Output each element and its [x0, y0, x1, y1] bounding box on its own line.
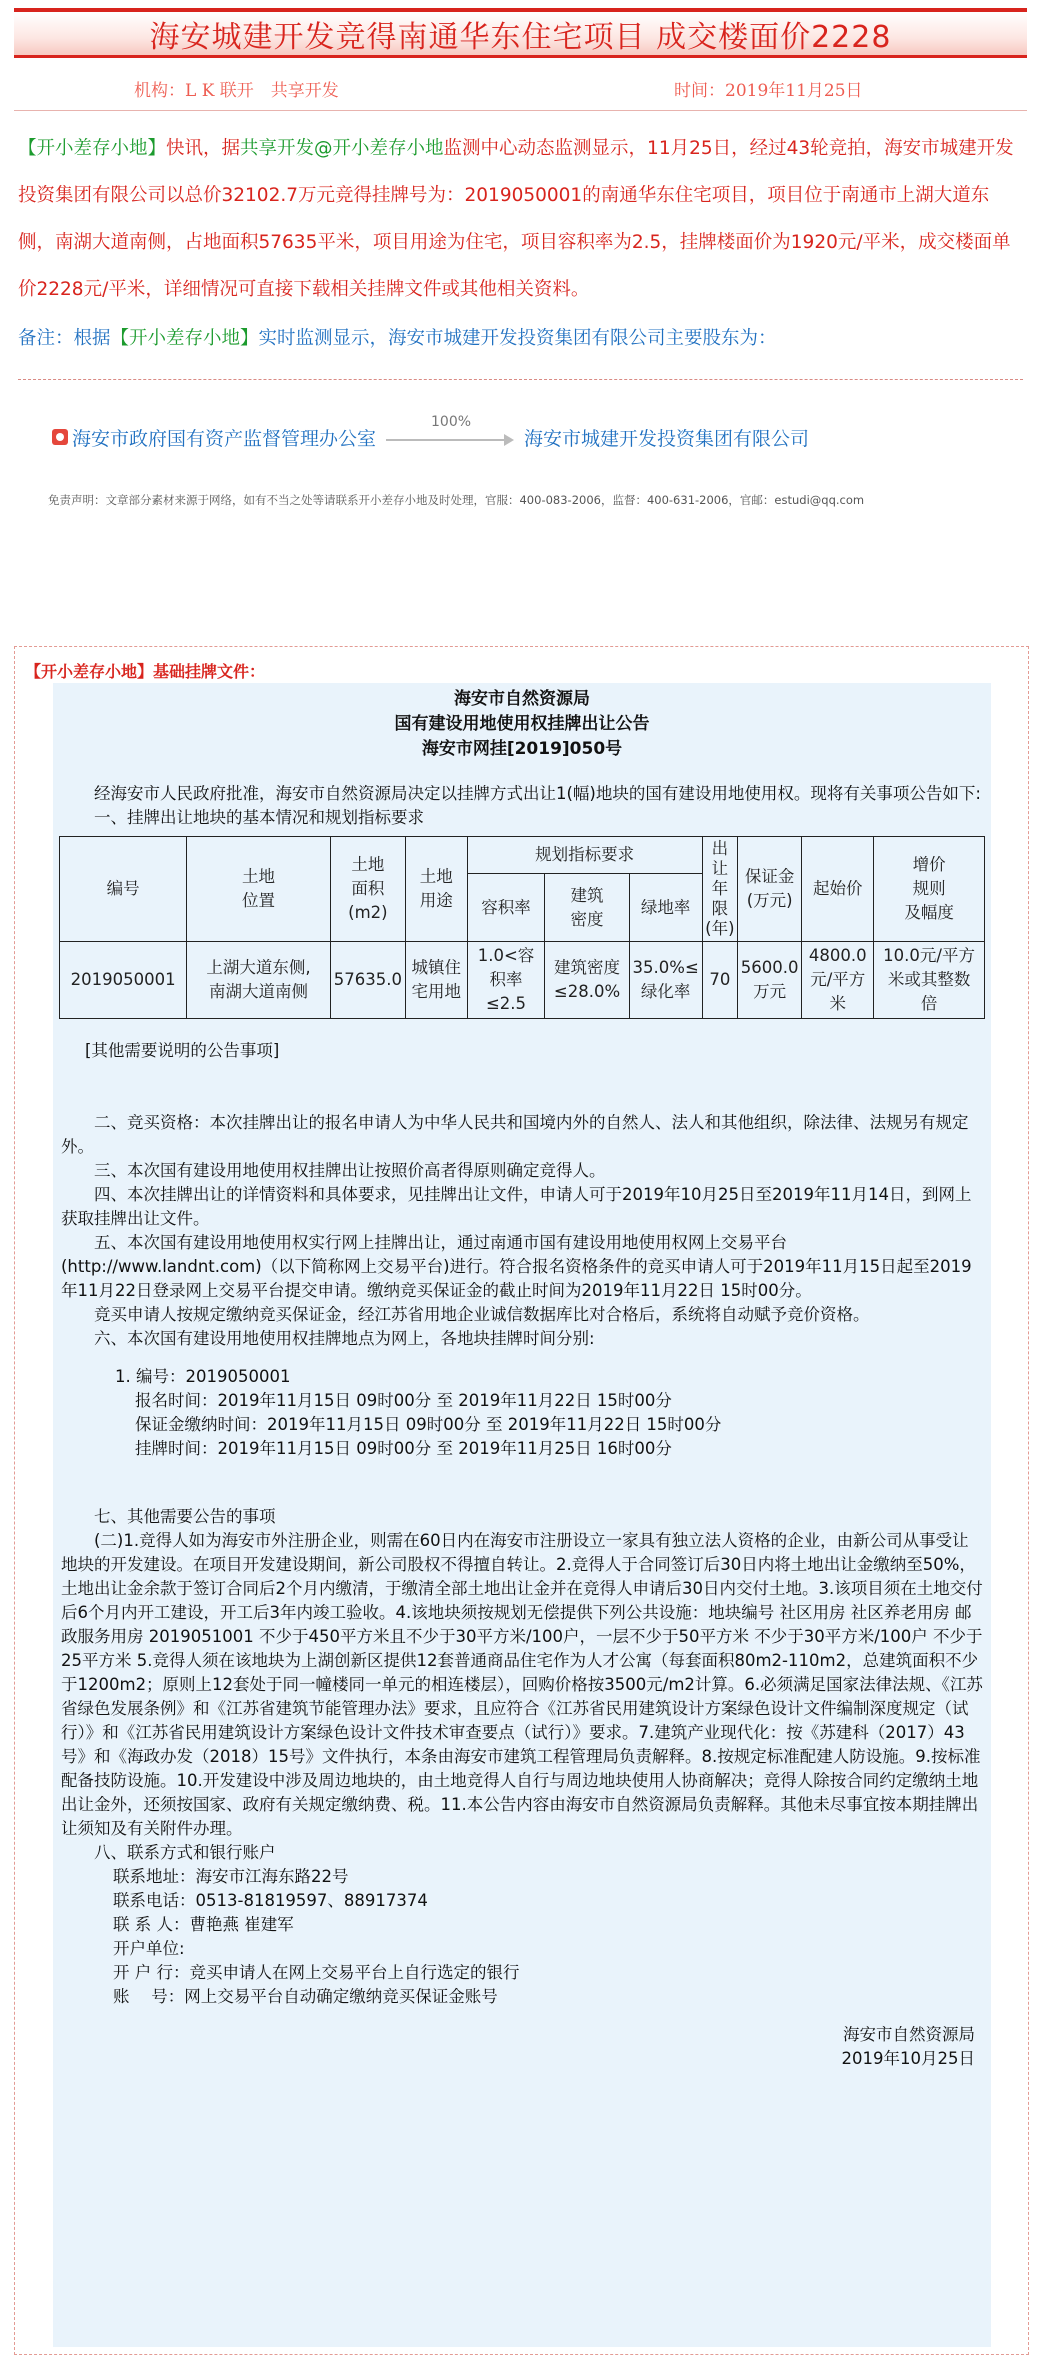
shareholder-name[interactable]: 海安市政府国有资产监督管理办公室 — [72, 427, 377, 450]
item-time: 挂牌时间：2019年11月15日 09时00分 至 2019年11月25日 16时00分 — [135, 1439, 672, 1458]
table-header: 保证金 (万元) — [737, 837, 801, 942]
table-header: 编号 — [60, 837, 187, 942]
section-2: 二、竞买资格：本次挂牌出让的报名申请人为中华人民共和国境内外的自然人、法人和其他组织，除法律、法规另有规定外。 — [61, 1113, 969, 1156]
shareholder-diagram — [52, 414, 1041, 452]
table-cell: 1.0<容 积率 ≤2.5 — [467, 942, 545, 1019]
item-number: 1. 编号：2019050001 — [115, 1367, 291, 1386]
notice-number: 海安市网挂[2019]050号 — [421, 739, 623, 759]
document-title — [53, 687, 991, 762]
table-cell: 4800.0 元/平方 米 — [802, 942, 874, 1019]
account-bank: 开 户 行：竞买申请人在网上交易平台上自行选定的银行 — [113, 1963, 520, 1982]
table-header: 规划指标要求 — [467, 837, 702, 874]
source-link[interactable]: 共享开发@开小差存小地 — [240, 138, 444, 159]
title-banner — [14, 8, 1027, 58]
signature-issuer: 海安市自然资源局 — [843, 2025, 975, 2044]
note-paragraph — [18, 317, 1023, 361]
item-time: 报名时间：2019年11月15日 09时00分 至 2019年11月22日 15时00分 — [135, 1391, 672, 1410]
document-body-2 — [53, 1039, 991, 2071]
table-cell: 70 — [702, 942, 737, 1019]
table-cell: 建筑密度 ≤28.0% — [545, 942, 629, 1019]
table-cell: 57635.0 — [330, 942, 405, 1019]
note-text-2: 实时监测显示，海安市城建开发投资集团有限公司主要股东为： — [258, 328, 777, 349]
table-cell: 35.0%≤ 绿化率 — [629, 942, 702, 1019]
table-header: 土地 面积 (m2) — [330, 837, 405, 942]
divider — [18, 379, 1023, 380]
table-header: 建筑 密度 — [545, 874, 629, 942]
ownership-arrow — [386, 414, 516, 452]
section-5b: 竞买申请人按规定缴纳竞买保证金，经江苏省用地企业诚信数据库比对合格后，系统将自动赋予竞价资格。 — [94, 1305, 870, 1324]
contact-phone: 联系电话：0513-81819597、88917374 — [113, 1891, 428, 1910]
contact-person: 联 系 人：曹艳燕 崔建军 — [113, 1915, 294, 1934]
org-icon — [52, 429, 68, 445]
parcel-table — [59, 836, 985, 1019]
account-number: 账 号：网上交易平台自动确定缴纳竞买保证金账号 — [113, 1987, 498, 2006]
meta-row — [14, 76, 1027, 101]
section-8: 八、联系方式和银行账户 — [94, 1843, 276, 1862]
section-7-body: (二)1.竞得人如为海安市外注册企业，则需在60日内在海安市注册设立一家具有独立法人资格的企业，由新公司从事受让地块的开发建设。在项目开发建设期间，新公司股权不得擅自转让。2.竞得人于合同签订后30日内将土地出让金缴纳至50%，土地出让金余款于签订合同后2个月内缴清，于缴清全部土地出让金并在竞得人申请后30日内交付土地。3.该项目须在土地交付后6个月内开工建设，开工后3年内竣工验收。4.该地块须按规划无偿提供下列公共设施：地块编号 社区用房 社区养老用房 邮政服务用房 2019051001 不少于450平方米且不少于30平方米/100户，一层不少于50平方米 不少于30平方米/100户 不少于25平方米 5.竞得人须在该地块为上湖创新区提供12套普通商品住宅作为人才公寓（每套面积80m2-110m2，总建筑面积不少于1200m2；原则上12套处于同一幢楼同一单元的相连楼层），回购价格按3500元/m2计算。6.必须满足国家法律法规、《江苏省绿色发展条例》和《江苏省建筑节能管理办法》要求，且应符合《江苏省民用建筑设计方案绿色设计文件编制深度规定（试行）》和《江苏省民用建筑设计方案绿色设计文件技术审查要点（试行）》要求。7.建筑产业现代化：按《苏建科（2017）43号》和《海政办发（2018）15号》文件执行，本条由海安市建筑工程管理局负责解释。8.按规定标准配建人防设施。9.按标准配备技防设施。10.开发建设中涉及周边地块的，由土地竞得人自行与周边地块使用人协商解决；竞得人除按合同约定缴纳土地出让金外，还须按国家、政府有关规定缴纳费、税。11.本公告内容由海安市自然资源局负责解释。其他未尽事宜按本期挂牌出让须知及有关附件办理。 — [61, 1531, 983, 1838]
other-matters-heading: [其他需要说明的公告事项] — [85, 1041, 280, 1060]
section-4: 四、本次挂牌出让的详情资料和具体要求，见挂牌出让文件，申请人可于2019年10月25日至2019年11月14日，到网上获取挂牌出让文件。 — [61, 1185, 972, 1228]
table-header: 土地 位置 — [187, 837, 331, 942]
document-frame — [14, 646, 1029, 2355]
table-cell: 5600.0 万元 — [737, 942, 801, 1019]
time-label: 时间：2019年11月25日 — [674, 81, 863, 101]
table-header: 土地 用途 — [405, 837, 467, 942]
intro-paragraph: 经海安市人民政府批准，海安市自然资源局决定以挂牌方式出让1(幅)地块的国有建设用地使用权。现将有关事项公告如下: — [94, 784, 981, 803]
table-header: 起始价 — [802, 837, 874, 942]
section-7: 七、其他需要公告的事项 — [94, 1507, 276, 1526]
page-title: 海安城建开发竞得南通华东住宅项目 成交楼面价2228 — [149, 19, 892, 55]
table-cell: 2019050001 — [60, 942, 187, 1019]
company-name[interactable]: 海安市城建开发投资集团有限公司 — [524, 427, 810, 450]
note-brand-tag: 【开小差存小地】 — [110, 328, 259, 349]
document-body — [53, 782, 991, 830]
table-header: 容积率 — [467, 874, 545, 942]
news-paragraph — [18, 125, 1023, 313]
table-cell: 上湖大道东侧, 南湖大道南侧 — [187, 942, 331, 1019]
news-text-2: 监测中心动态监测显示，11月25日，经过43轮竞拍，海安市城建开发投资集团有限公司以总价32102.7万元竞得挂牌号为：2019050001的南通华东住宅项目，项目位于南通市上湖大道东侧，南湖大道南侧，占地面积57635平米，项目用途为住宅，项目容积率为2.5，挂牌楼面价为1920元/平米，成交楼面单价2228元/平米，详细情况可直接下载相关挂牌文件或其他相关资料。 — [18, 138, 1014, 300]
disclaimer: 免责声明：文章部分素材来源于网络，如有不当之处等请联系开小差存小地及时处理，官服：400-083-2006，监督：400-631-2006，官邮：estudi@qq.com — [48, 493, 865, 507]
brand-tag: 【开小差存小地】 — [18, 138, 167, 159]
issuer-title: 海安市自然资源局 — [454, 689, 590, 709]
section-3: 三、本次国有建设用地使用权挂牌出让按照价高者得原则确定竞得人。 — [94, 1161, 606, 1180]
table-header: 出 让 年 限 (年) — [702, 837, 737, 942]
org-label: 机构：L K 联开 共享开发 — [134, 81, 339, 101]
table-header: 增价 规则 及幅度 — [874, 837, 985, 942]
table-row — [60, 942, 985, 1019]
document-image — [53, 683, 991, 2347]
arrow-head-icon — [504, 434, 514, 446]
section-6: 六、本次国有建设用地使用权挂牌地点为网上，各地块挂牌时间分别: — [94, 1329, 595, 1348]
item-time: 保证金缴纳时间：2019年11月15日 09时00分 至 2019年11月22日 15时00分 — [135, 1415, 722, 1434]
document-label: 【开小差存小地】基础挂牌文件： — [25, 662, 266, 681]
notice-title: 国有建设用地使用权挂牌出让公告 — [394, 714, 650, 734]
arrow-shaft — [386, 439, 506, 441]
news-text-1: 快讯，据 — [166, 138, 241, 159]
table-cell: 10.0元/平方 米或其整数 倍 — [874, 942, 985, 1019]
divider — [14, 110, 1027, 111]
signature-date: 2019年10月25日 — [841, 2049, 975, 2068]
section-5: 五、本次国有建设用地使用权实行网上挂牌出让，通过南通市国有建设用地使用权网上交易平台(http://www.landnt.com)（以下简称网上交易平台)进行。符合报名资格条件的竞买申请人可于2019年11月15日起至2019年11月22日登录网上交易平台提交申请。缴纳竞买保证金的截止时间为2019年11月22日 15时00分。 — [61, 1233, 972, 1300]
contact-address: 联系地址：海安市江海东路22号 — [113, 1867, 349, 1886]
table-cell: 城镇住 宅用地 — [405, 942, 467, 1019]
note-text-1: 备注：根据 — [18, 328, 111, 349]
table-header: 绿地率 — [629, 874, 702, 942]
ownership-percent: 100% — [431, 414, 472, 430]
section-1-heading: 一、挂牌出让地块的基本情况和规划指标要求 — [94, 808, 424, 827]
account-unit: 开户单位: — [113, 1939, 185, 1958]
